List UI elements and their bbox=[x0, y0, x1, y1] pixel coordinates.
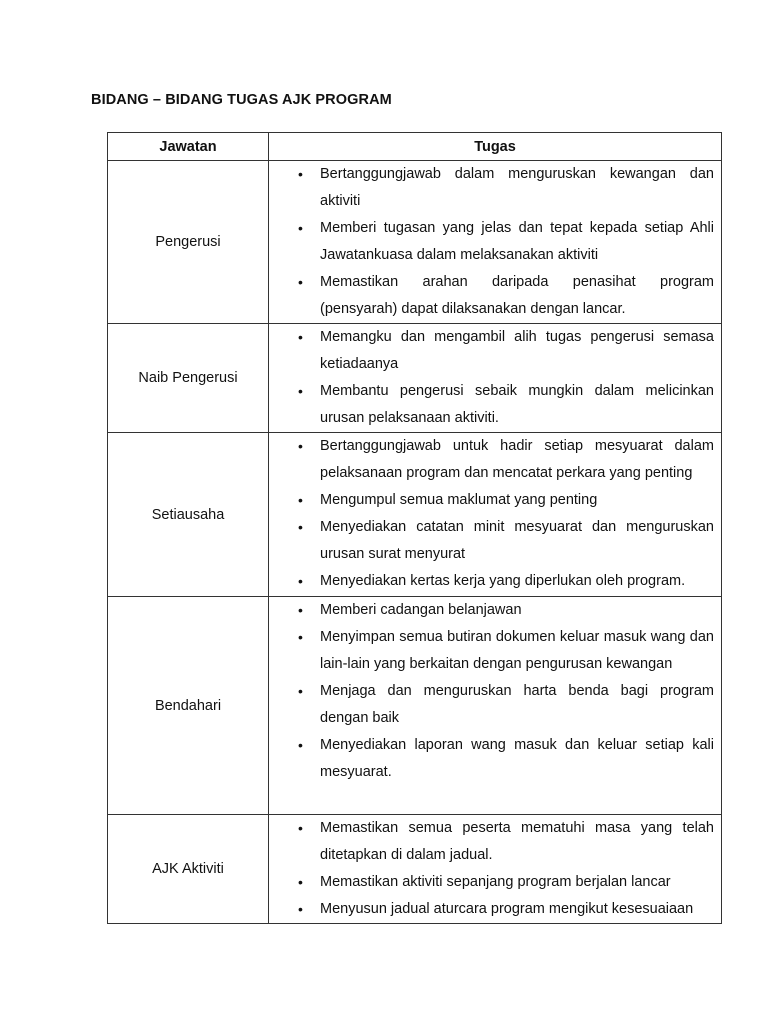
tasks-cell bbox=[269, 597, 722, 815]
task-list bbox=[269, 433, 714, 595]
task-item: • Memastikan arahan daripada penasihat program (pensyarah) dapat dilaksanakan dengan lancar. bbox=[320, 269, 714, 323]
task-item: • Memangku dan mengambil alih tugas pengerusi semasa ketiadaanya bbox=[320, 324, 714, 378]
task-list bbox=[269, 324, 714, 432]
table-row bbox=[108, 597, 722, 815]
task-list bbox=[269, 161, 714, 323]
table-row bbox=[108, 161, 722, 324]
task-item: • Menyediakan catatan minit mesyuarat dan menguruskan urusan surat menyurat bbox=[320, 514, 714, 568]
tasks-cell bbox=[269, 815, 722, 924]
task-item: • Memastikan semua peserta mematuhi masa yang telah ditetapkan di dalam jadual. bbox=[320, 815, 714, 869]
task-item: • Menyediakan kertas kerja yang diperlukan oleh program. bbox=[320, 568, 714, 595]
task-item: • Memastikan aktiviti sepanjang program berjalan lancar bbox=[320, 869, 714, 896]
table-header-row bbox=[108, 133, 722, 161]
table-row bbox=[108, 433, 722, 597]
tasks-cell bbox=[269, 324, 722, 433]
task-item: • Menyusun jadual aturcara program mengikut kesesuaiaan bbox=[320, 896, 714, 923]
task-item: • Membantu pengerusi sebaik mungkin dalam melicinkan urusan pelaksanaan aktiviti. bbox=[320, 378, 714, 432]
task-item: • Bertanggungjawab untuk hadir setiap mesyuarat dalam pelaksanaan program dan mencatat perkara yang penting bbox=[320, 433, 714, 487]
tasks-cell bbox=[269, 433, 722, 597]
duty-table bbox=[107, 132, 722, 924]
tasks-cell bbox=[269, 161, 722, 324]
document-title: BIDANG – BIDANG TUGAS AJK PROGRAM bbox=[91, 92, 392, 108]
position-cell: AJK Aktiviti bbox=[108, 815, 269, 924]
task-item: • Menyediakan laporan wang masuk dan keluar setiap kali mesyuarat. bbox=[320, 732, 714, 786]
table-row bbox=[108, 815, 722, 924]
header-jawatan: Jawatan bbox=[108, 133, 269, 161]
task-item: • Mengumpul semua maklumat yang penting bbox=[320, 487, 714, 514]
task-item: • Bertanggungjawab dalam menguruskan kewangan dan aktiviti bbox=[320, 161, 714, 215]
task-item: • Memberi tugasan yang jelas dan tepat kepada setiap Ahli Jawatankuasa dalam melaksanakan aktiviti bbox=[320, 215, 714, 269]
position-cell: Pengerusi bbox=[108, 161, 269, 324]
position-cell: Setiausaha bbox=[108, 433, 269, 597]
position-cell: Bendahari bbox=[108, 597, 269, 815]
task-item: • Menjaga dan menguruskan harta benda bagi program dengan baik bbox=[320, 678, 714, 732]
position-cell: Naib Pengerusi bbox=[108, 324, 269, 433]
table-row bbox=[108, 324, 722, 433]
task-item: • Memberi cadangan belanjawan bbox=[320, 597, 714, 624]
task-item: • Menyimpan semua butiran dokumen keluar masuk wang dan lain-lain yang berkaitan dengan pengurusan kewangan bbox=[320, 624, 714, 678]
task-list bbox=[269, 815, 714, 923]
header-tugas: Tugas bbox=[269, 133, 722, 161]
task-list bbox=[269, 597, 714, 786]
